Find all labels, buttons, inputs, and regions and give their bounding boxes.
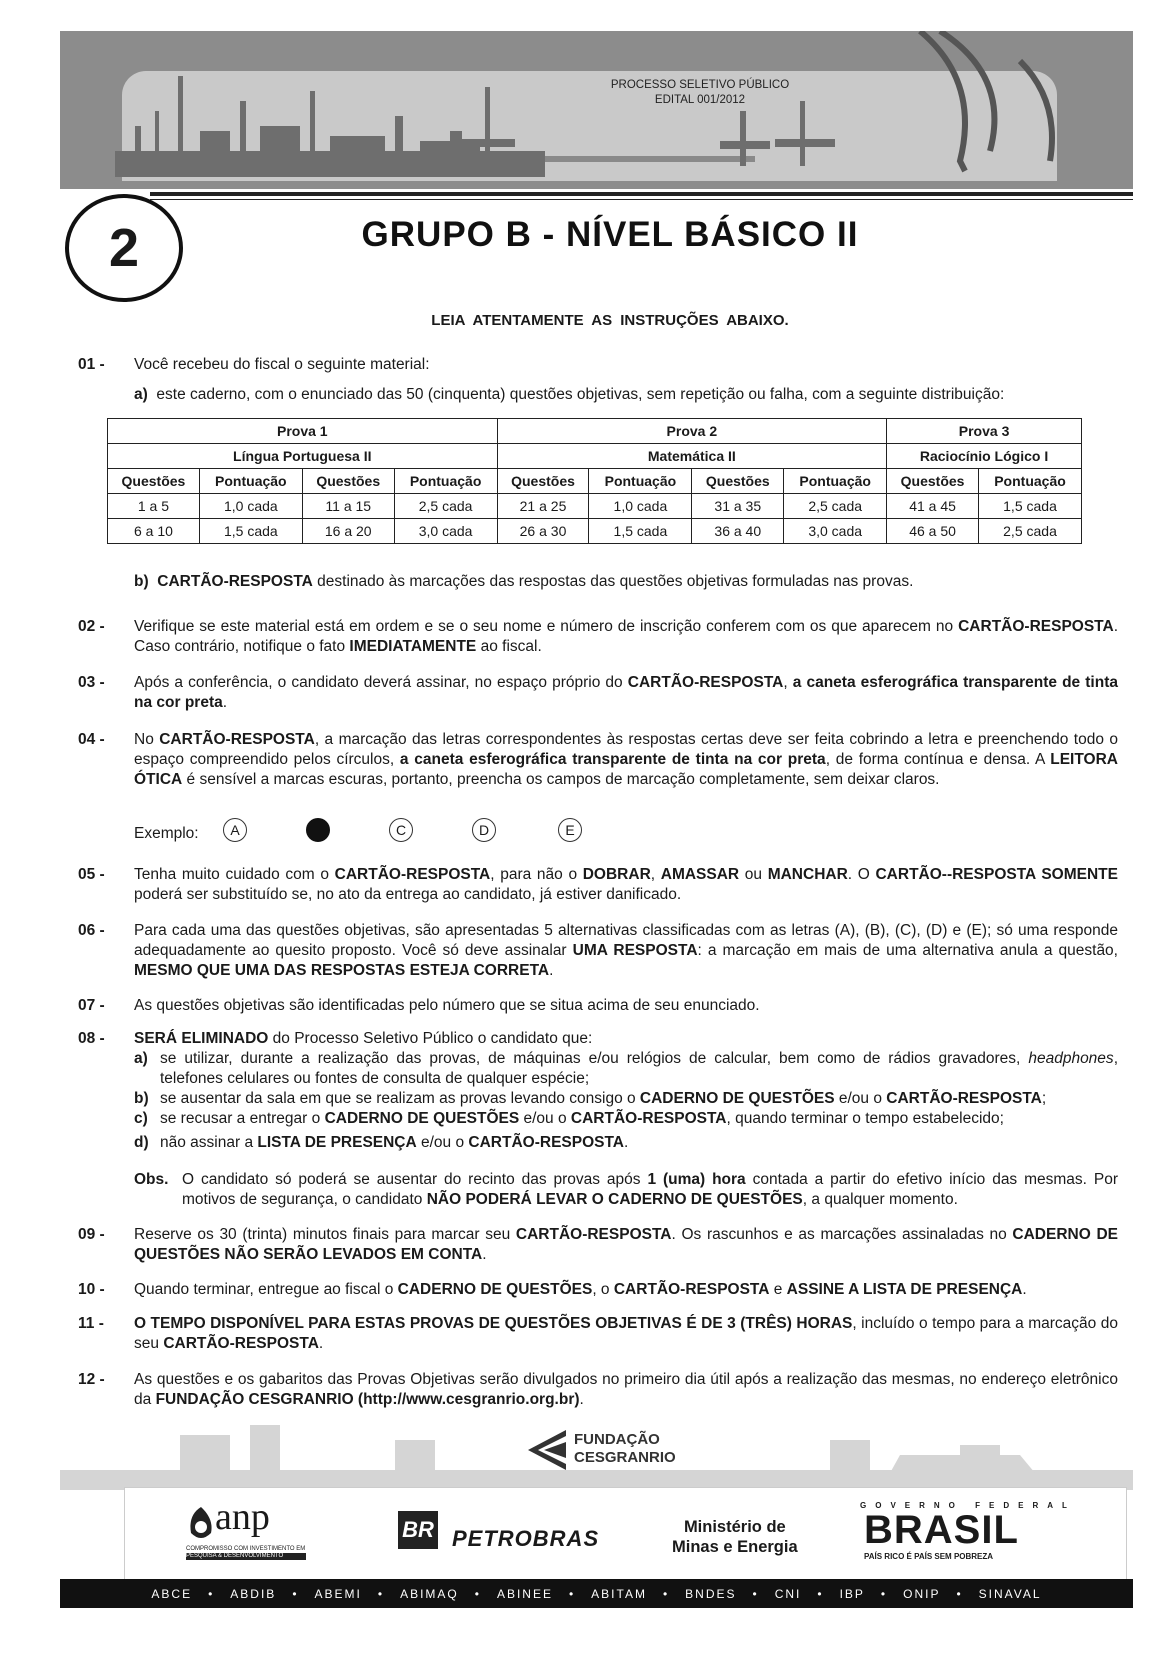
- table-cell: 11 a 15: [302, 494, 394, 519]
- instruction-01-b: [134, 572, 1118, 592]
- item-text: [134, 673, 1118, 713]
- table-cell: 3,0 cada: [784, 519, 887, 544]
- text-run: . Os rascunhos e as marcações assinaladas no: [671, 1226, 1013, 1243]
- governo-federal-label: GOVERNO FEDERAL: [860, 1501, 1076, 1510]
- item-text: [134, 865, 1118, 905]
- table-col-header: Pontuação: [784, 469, 887, 494]
- table-col-header: Questões: [108, 469, 200, 494]
- table-col-header: Pontuação: [199, 469, 302, 494]
- table-header-prova: Prova 3: [887, 419, 1082, 444]
- instruction-08-c: [134, 1109, 1118, 1129]
- question-distribution-table: [107, 418, 1082, 544]
- bold-run: CARTÃO-RESPOSTA: [570, 1110, 727, 1127]
- text-run: Reserve os 30 (trinta) minutos finais para marcar seu: [134, 1226, 516, 1243]
- text-run: .: [549, 962, 554, 979]
- industrial-skyline-illustration: [60, 31, 1133, 189]
- table-cell: 21 a 25: [497, 494, 589, 519]
- partner-name: ONIP: [903, 1586, 941, 1601]
- text-run: do Processo Seletivo Público o candidato que:: [268, 1030, 593, 1047]
- cesgranrio-line: FUNDAÇÃO: [574, 1431, 660, 1448]
- edital-line: EDITAL 001/2012: [654, 94, 746, 106]
- text-run: : a marcação em mais de uma alternativa anula a questão,: [697, 942, 1118, 959]
- table-cell: 2,5 cada: [979, 519, 1082, 544]
- example-label: Exemplo:: [134, 825, 199, 842]
- item-text: [134, 1225, 1118, 1265]
- text-run: Verifique se este material está em ordem e se o seu nome e número de inscrição conferem com os que aparecem no: [134, 618, 959, 635]
- table-cell: 2,5 cada: [394, 494, 497, 519]
- process-line: PROCESSO SELETIVO PÚBLICO: [610, 79, 790, 91]
- italic-run: headphones: [1028, 1050, 1114, 1067]
- bold-run: CARTÃO-RESPOSTA: [468, 1134, 624, 1151]
- item-number: 07 -: [78, 997, 105, 1014]
- table-header-subject: Matemática II: [497, 444, 887, 469]
- instruction-08-b: [134, 1089, 1118, 1109]
- item-number: 02 -: [78, 618, 105, 635]
- text-run: , para não o: [490, 866, 583, 883]
- text-run: Quando terminar, entregue ao fiscal o: [134, 1281, 398, 1298]
- text-run: se ausentar da sala em que se realizam as provas levando consigo o: [160, 1090, 640, 1107]
- bullet-icon: •: [956, 1586, 963, 1601]
- sub-label: a): [134, 386, 148, 403]
- text-run: Após a conferência, o candidato deverá assinar, no espaço próprio do: [134, 674, 628, 691]
- bold-run: CARTÃO-RESPOSTA: [334, 866, 491, 883]
- bold-run: SERÁ ELIMINADO: [134, 1030, 269, 1047]
- cesgranrio-line: CESGRANRIO: [574, 1449, 676, 1466]
- item-text: [134, 1029, 1118, 1049]
- brasil-tagline: PAÍS RICO É PAÍS SEM POBREZA: [864, 1552, 994, 1561]
- bold-run: MANCHAR: [767, 866, 848, 883]
- bold-run: CARTÃO-RESPOSTA: [627, 674, 784, 691]
- item-number: 10 -: [78, 1281, 105, 1298]
- answer-bubble-e: E: [558, 818, 582, 842]
- table-cell: 46 a 50: [887, 519, 979, 544]
- text-run: ,: [650, 866, 661, 883]
- table-cell: 1,5 cada: [589, 519, 692, 544]
- item-number: 12 -: [78, 1371, 105, 1388]
- sub-bold: CARTÃO-RESPOSTA: [157, 573, 313, 590]
- answer-bubble-a: A: [223, 818, 247, 842]
- text-run: não assinar a: [160, 1134, 258, 1151]
- table-cell: 36 a 40: [692, 519, 784, 544]
- table-row: [108, 519, 1082, 544]
- text-run: . Caso contrário, notifique o fato: [134, 618, 1118, 655]
- text-run: , o: [592, 1281, 614, 1298]
- item-text: [134, 617, 1118, 657]
- item-text: As questões objetivas são identificadas pelo número que se situa acima de seu enunciado.: [134, 997, 760, 1014]
- sub-label: a): [134, 1050, 148, 1067]
- text-run: se recusar a entregar o: [160, 1110, 325, 1127]
- table-cell: 1,5 cada: [979, 494, 1082, 519]
- table-cell: 6 a 10: [108, 519, 200, 544]
- brasil-logo-text: BRASIL: [864, 1508, 1019, 1552]
- text-run: .: [482, 1246, 487, 1263]
- instruction-01-a: [134, 385, 1118, 405]
- ministerio-logo: [672, 1517, 798, 1557]
- text-run: , incluído o tempo para a marcação do seu: [134, 1315, 1118, 1352]
- table-cell: 1,0 cada: [589, 494, 692, 519]
- table-cell: 16 a 20: [302, 519, 394, 544]
- ministerio-line: Minas e Energia: [672, 1538, 798, 1556]
- item-number: 04 -: [78, 731, 105, 748]
- partner-name: BNDES: [685, 1586, 737, 1601]
- partner-name: ABIMAQ: [400, 1586, 459, 1601]
- item-text: [134, 921, 1118, 981]
- bold-run: AMASSAR: [660, 866, 740, 883]
- bold-run: MESMO QUE UMA DAS RESPOSTAS ESTEJA CORRETA: [134, 962, 550, 979]
- text-run: Tenha muito cuidado com o: [134, 866, 335, 883]
- bold-run: CARTÃO-RESPOSTA: [886, 1090, 1042, 1107]
- bold-run: CARTÃO--RESPOSTA SOMENTE: [875, 866, 1118, 883]
- cesgranrio-logo-text: [574, 1431, 676, 1467]
- ministerio-line: Ministério de: [683, 1518, 786, 1536]
- partner-name: ABDIB: [230, 1586, 277, 1601]
- bold-run: O TEMPO DISPONÍVEL PARA ESTAS PROVAS DE QUESTÕES OBJETIVAS É DE 3 (TRÊS) HORAS: [134, 1315, 853, 1332]
- bold-run: UMA RESPOSTA: [572, 942, 698, 959]
- sub-label: c): [134, 1110, 148, 1127]
- item-text: Você recebeu do fiscal o seguinte material:: [134, 356, 430, 373]
- anp-logo-icon: [186, 1505, 216, 1545]
- bold-run: DOBRAR: [582, 866, 651, 883]
- text-run: No: [134, 731, 160, 748]
- sub-label: b): [134, 1090, 149, 1107]
- bold-run: CARTÃO-RESPOSTA: [163, 1335, 319, 1352]
- header-banner: [60, 31, 1133, 189]
- text-run: , telefones celulares ou fontes de consulta de qualquer espécie;: [160, 1050, 1118, 1087]
- instruction-08-a: [134, 1049, 1118, 1089]
- table-row: [108, 494, 1082, 519]
- bullet-icon: •: [474, 1586, 481, 1601]
- anp-logo-text: anp: [215, 1496, 270, 1538]
- table-col-header: Questões: [302, 469, 394, 494]
- answer-bubble-b-filled: [306, 818, 330, 842]
- bold-run: a caneta esferográfica transparente de tinta na cor preta: [134, 674, 1118, 711]
- table-header-subject: Raciocínio Lógico I: [887, 444, 1082, 469]
- bold-run: NÃO PODERÁ LEVAR O CADERNO DE QUESTÕES: [426, 1191, 803, 1208]
- item-text: [134, 1314, 1118, 1354]
- page-title: GRUPO B - NÍVEL BÁSICO II: [361, 215, 859, 254]
- item-number: 05 -: [78, 866, 105, 883]
- text-run: contada a partir do efetivo início das mesmas. Por motivos de segurança, o candidato: [182, 1171, 1118, 1208]
- partner-name: CNI: [774, 1586, 802, 1601]
- table-col-header: Pontuação: [589, 469, 692, 494]
- table-col-header: Pontuação: [394, 469, 497, 494]
- text-run: poderá ser substituído se, no ato da entrega ao candidato, já estiver danificado.: [134, 886, 682, 903]
- table-cell: 1 a 5: [108, 494, 200, 519]
- item-text: [134, 730, 1118, 790]
- answer-bubble-c: C: [389, 818, 413, 842]
- bold-run: CADERNO DE QUESTÕES: [324, 1110, 520, 1127]
- text-run: , quando terminar o tempo estabelecido;: [726, 1110, 1004, 1127]
- bold-run: CARTÃO-RESPOSTA: [515, 1226, 672, 1243]
- text-run: Para cada uma das questões objetivas, são apresentadas 5 alternativas classificadas com as letras (A), (B), (C), (D) e (E); só uma responde adequadamente ao quesito proposto. Você só deve assinalar: [134, 922, 1118, 959]
- text-run: e/ou o: [416, 1134, 469, 1151]
- text-run: . O: [847, 866, 876, 883]
- bullet-icon: •: [568, 1586, 576, 1601]
- answer-bubble-d: D: [472, 818, 496, 842]
- bold-run: a caneta esferográfica transparente de tinta na cor preta: [399, 751, 826, 768]
- table-header-subject: Língua Portuguesa II: [108, 444, 498, 469]
- partner-name: SINAVAL: [978, 1586, 1042, 1601]
- sub-label: d): [134, 1134, 149, 1151]
- text-run: , a qualquer momento.: [802, 1191, 958, 1208]
- bold-run: FUNDAÇÃO CESGRANRIO (http://www.cesgranrio.org.br): [155, 1391, 580, 1408]
- item-number: 03 -: [78, 674, 105, 691]
- text-run: .: [318, 1335, 324, 1352]
- text-run: O candidato só poderá se ausentar do recinto das provas após: [182, 1171, 648, 1188]
- text-run: ;: [1041, 1090, 1047, 1107]
- bullet-icon: •: [377, 1586, 385, 1601]
- bold-run: CADERNO DE QUESTÕES NÃO SERÃO LEVADOS EM CONTA: [134, 1226, 1118, 1263]
- item-text: [134, 1370, 1118, 1410]
- bold-run: CARTÃO-RESPOSTA: [159, 731, 315, 748]
- anp-tagline-line: PESQUISA & DESENVOLVIMENTO: [186, 1553, 306, 1560]
- text-run: e/ou o: [519, 1110, 571, 1127]
- sub-text: [160, 1049, 1118, 1089]
- partners-bar: [60, 1579, 1133, 1608]
- table-cell: 41 a 45: [887, 494, 979, 519]
- bold-run: LEITORA ÓTICA: [134, 751, 1118, 788]
- obs-text: [182, 1170, 1118, 1210]
- text-run: ,: [783, 674, 793, 691]
- text-run: , de forma contínua e densa. A: [825, 751, 1051, 768]
- bullet-icon: •: [662, 1586, 670, 1601]
- item-number: 09 -: [78, 1226, 105, 1243]
- instructions-heading: LEIA ATENTAMENTE AS INSTRUÇÕES ABAIXO.: [431, 312, 789, 329]
- bold-run: ASSINE A LISTA DE PRESENÇA: [786, 1281, 1023, 1298]
- partner-name: IBP: [839, 1586, 865, 1601]
- text-run: ao fiscal.: [476, 638, 542, 655]
- table-col-header: Pontuação: [979, 469, 1082, 494]
- text-run: .: [579, 1391, 584, 1408]
- table-col-header: Questões: [692, 469, 784, 494]
- table-cell: 1,5 cada: [199, 519, 302, 544]
- table-header-prova: Prova 2: [497, 419, 887, 444]
- table-cell: 2,5 cada: [784, 494, 887, 519]
- bold-run: CADERNO DE QUESTÕES: [639, 1090, 835, 1107]
- item-number: 01 -: [78, 356, 105, 373]
- br-logo-icon: BR: [398, 1511, 438, 1549]
- text-run: é sensível a marcas escuras, portanto, preencha os campos de marcação completamente, sem deixar claros.: [182, 771, 940, 788]
- group-number-badge: 2: [65, 194, 183, 302]
- partner-name: ABEMI: [314, 1586, 362, 1601]
- anp-tagline: [186, 1546, 306, 1560]
- table-col-header: Questões: [887, 469, 979, 494]
- header-rule-thin: [150, 199, 1133, 200]
- petrobras-logo-text: PETROBRAS: [452, 1526, 600, 1551]
- partner-name: ABCE: [151, 1586, 193, 1601]
- bullet-icon: •: [208, 1586, 215, 1601]
- table-cell: 3,0 cada: [394, 519, 497, 544]
- text-run: e/ou o: [834, 1090, 887, 1107]
- bold-run: IMEDIATAMENTE: [349, 638, 477, 655]
- text-run: .: [1022, 1281, 1027, 1298]
- instruction-08-obs: [134, 1170, 1118, 1210]
- bold-run: 1 (uma) hora: [647, 1171, 746, 1188]
- item-number: 06 -: [78, 922, 105, 939]
- bullet-icon: •: [752, 1586, 759, 1601]
- bold-run: CARTÃO-RESPOSTA: [613, 1281, 770, 1298]
- anp-tagline-line: COMPROMISSO COM INVESTIMENTO EM: [186, 1546, 306, 1552]
- bold-run: CADERNO DE QUESTÕES: [397, 1281, 593, 1298]
- bold-run: CARTÃO-RESPOSTA: [958, 618, 1114, 635]
- text-run: , a marcação das letras correspondentes às respostas certas deve ser feita cobrindo a letra e preenchendo todo o espaço compreendido pelos círculos,: [134, 731, 1118, 768]
- item-text: [134, 1280, 1118, 1300]
- bullet-icon: •: [817, 1586, 824, 1601]
- text-run: .: [624, 1134, 629, 1151]
- table-cell: 26 a 30: [497, 519, 589, 544]
- sub-text: destinado às marcações das respostas das questões objetivas formuladas nas provas.: [312, 573, 914, 590]
- text-run: As questões e os gabaritos das Provas Objetivas serão divulgados no primeiro dia útil após a realização das mesmas, no endereço eletrônico da: [134, 1371, 1118, 1408]
- item-number: 08 -: [78, 1030, 105, 1047]
- bullet-icon: •: [292, 1586, 299, 1601]
- obs-label: Obs.: [134, 1171, 169, 1188]
- instruction-08-d: [134, 1133, 1118, 1153]
- bullet-icon: •: [880, 1586, 888, 1601]
- table-header-prova: Prova 1: [108, 419, 498, 444]
- text-run: e: [769, 1281, 787, 1298]
- table-col-header: Questões: [497, 469, 589, 494]
- header-rule: [150, 192, 1133, 196]
- partner-name: ABINEE: [496, 1586, 553, 1601]
- table-cell: 1,0 cada: [199, 494, 302, 519]
- item-number: 11 -: [78, 1315, 104, 1332]
- text-run: se utilizar, durante a realização das provas, de máquinas e/ou relógios de calcular, bem como de rádios gravadores,: [160, 1050, 1029, 1067]
- sub-text: este caderno, com o enunciado das 50 (cinquenta) questões objetivas, sem repetição ou falha, com a seguinte distribuição:: [156, 386, 1005, 403]
- bold-run: LISTA DE PRESENÇA: [257, 1134, 417, 1151]
- sub-label: b): [134, 573, 149, 590]
- process-title: [600, 78, 800, 108]
- table-cell: 31 a 35: [692, 494, 784, 519]
- text-run: .: [222, 694, 228, 711]
- partner-name: ABITAM: [591, 1586, 647, 1601]
- text-run: ou: [739, 866, 768, 883]
